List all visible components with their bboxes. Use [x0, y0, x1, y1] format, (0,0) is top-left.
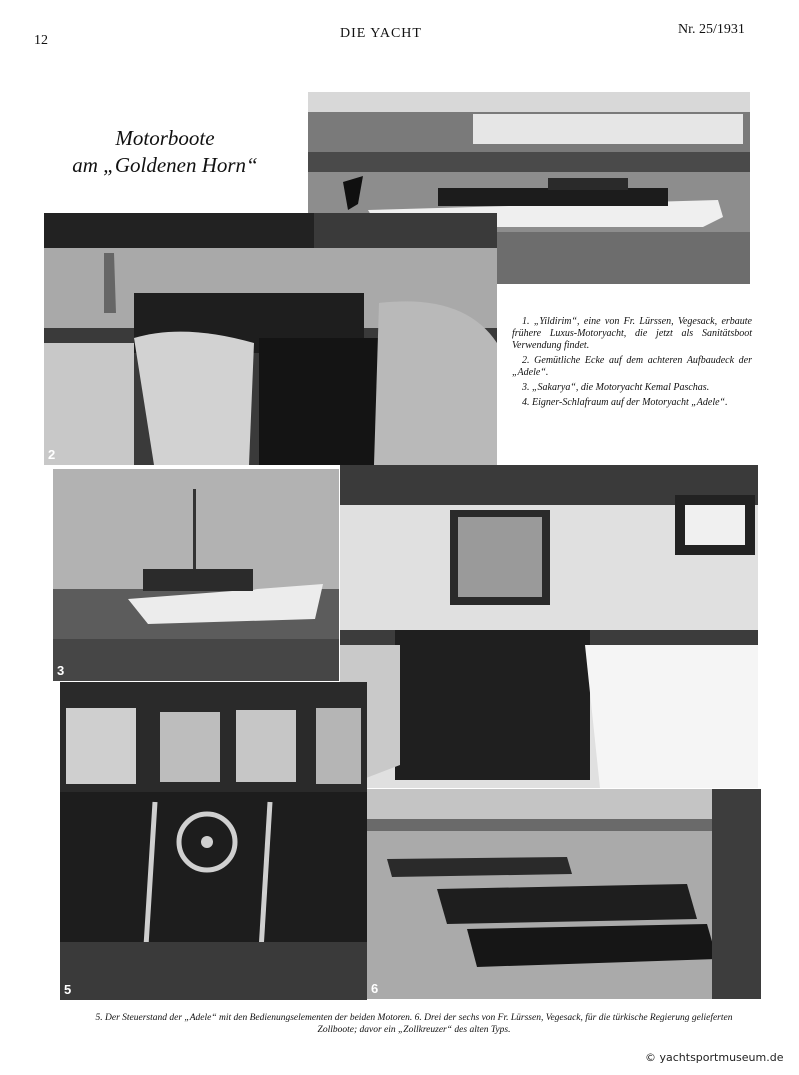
photo-3-sakarya [53, 469, 339, 681]
photo-4-owner-cabin [340, 465, 758, 788]
photo-6-customs-boats [367, 789, 761, 999]
photo-captions [512, 316, 752, 412]
bottom-caption: 5. Der Steuerstand der „Adele“ mit den Bedienungselementen der beiden Motoren. 6. Drei der sechs von Fr. Lürssen, Vegesack, für die türkische Regierung gelieferten Zollboote; davor ein „Zollkreuzer“ des alten Typs. [95, 1013, 733, 1035]
photo-5-number: 5 [64, 982, 72, 997]
article-title [30, 125, 300, 179]
photo-3-number: 3 [57, 663, 65, 678]
caption-2: 2. Gemütliche Ecke auf dem achteren Aufbaudeck der „Adele“. [512, 355, 752, 378]
magazine-title: DIE YACHT [340, 26, 422, 41]
page-number: 12 [34, 33, 48, 48]
photo-2-deck-corner [44, 213, 497, 465]
caption-1: 1. „Yildirim“, eine von Fr. Lürssen, Vegesack, erbaute frühere Luxus-Motoryacht, die jetzt als Sanitätsboot Verwendung findet. [512, 316, 752, 351]
issue-number: Nr. 25/1931 [678, 22, 745, 37]
photo-2-number: 2 [48, 447, 56, 462]
photo-5-helm-station [60, 682, 367, 1000]
caption-4: 4. Eigner-Schlafraum auf der Motoryacht „Adele“. [522, 397, 728, 408]
caption-3: 3. „Sakarya“, die Motoryacht Kemal Paschas. [522, 382, 710, 393]
watermark: © yachtsportmuseum.de [645, 1051, 784, 1064]
article-title-line1: Motorboote [115, 126, 215, 150]
photo-6-number: 6 [371, 981, 379, 996]
article-title-line2: am „Goldenen Horn“ [72, 153, 258, 177]
